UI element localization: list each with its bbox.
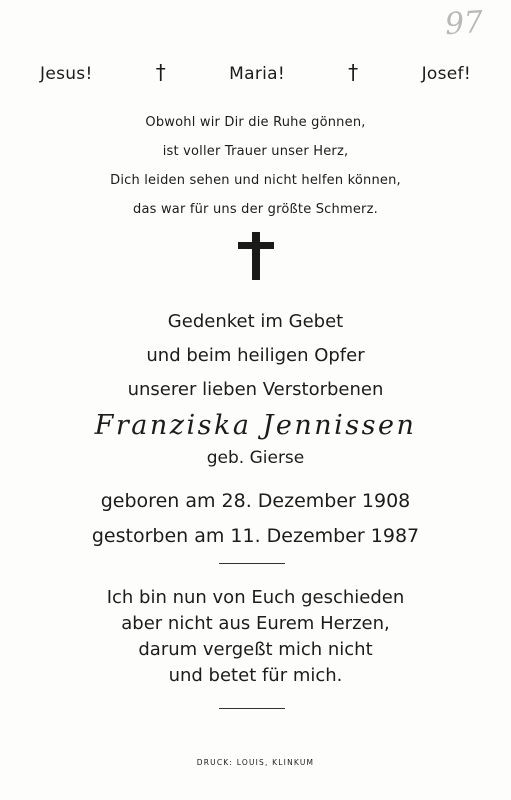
poem-line: Obwohl wir Dir die Ruhe gönnen, xyxy=(145,115,366,130)
printer-credit: DRUCK: LOUIS, KLINKUM xyxy=(196,758,315,767)
memorial-text xyxy=(0,305,511,407)
small-cross-icon: † xyxy=(348,60,359,84)
deceased-name: Franziska Jennissen xyxy=(94,410,417,441)
invocation-maria: Maria! xyxy=(229,64,286,84)
poem-line: ist voller Trauer unser Herz, xyxy=(162,144,349,159)
verse-line: Ich bin nun von Euch geschieden xyxy=(106,587,405,608)
divider xyxy=(219,708,285,709)
life-dates xyxy=(0,484,511,554)
poem-line: das war für uns der größte Schmerz. xyxy=(133,202,378,217)
small-cross-icon: † xyxy=(155,60,167,84)
memorial-line: unserer lieben Verstorbenen xyxy=(127,379,384,400)
maiden-name: geb. Gierse xyxy=(206,448,305,468)
handwritten-number: 97 xyxy=(443,4,485,43)
memorial-line: Gedenket im Gebet xyxy=(167,311,344,332)
closing-verse xyxy=(0,585,511,689)
invocation-header xyxy=(40,60,471,84)
invocation-jesus: Jesus! xyxy=(40,64,93,84)
divider xyxy=(219,563,285,564)
birth-date: geboren am 28. Dezember 1908 xyxy=(100,490,411,512)
invocation-josef: Josef! xyxy=(421,64,471,84)
poem-line: Dich leiden sehen und nicht helfen können, xyxy=(110,173,401,188)
verse-line: und betet für mich. xyxy=(168,665,343,686)
cross-icon xyxy=(238,232,274,280)
verse-line: aber nicht aus Eurem Herzen, xyxy=(121,613,390,634)
death-date: gestorben am 11. Dezember 1987 xyxy=(91,525,420,547)
memorial-line: und beim heiligen Opfer xyxy=(146,345,365,366)
poem xyxy=(0,108,511,224)
verse-line: darum vergeßt mich nicht xyxy=(138,639,373,660)
